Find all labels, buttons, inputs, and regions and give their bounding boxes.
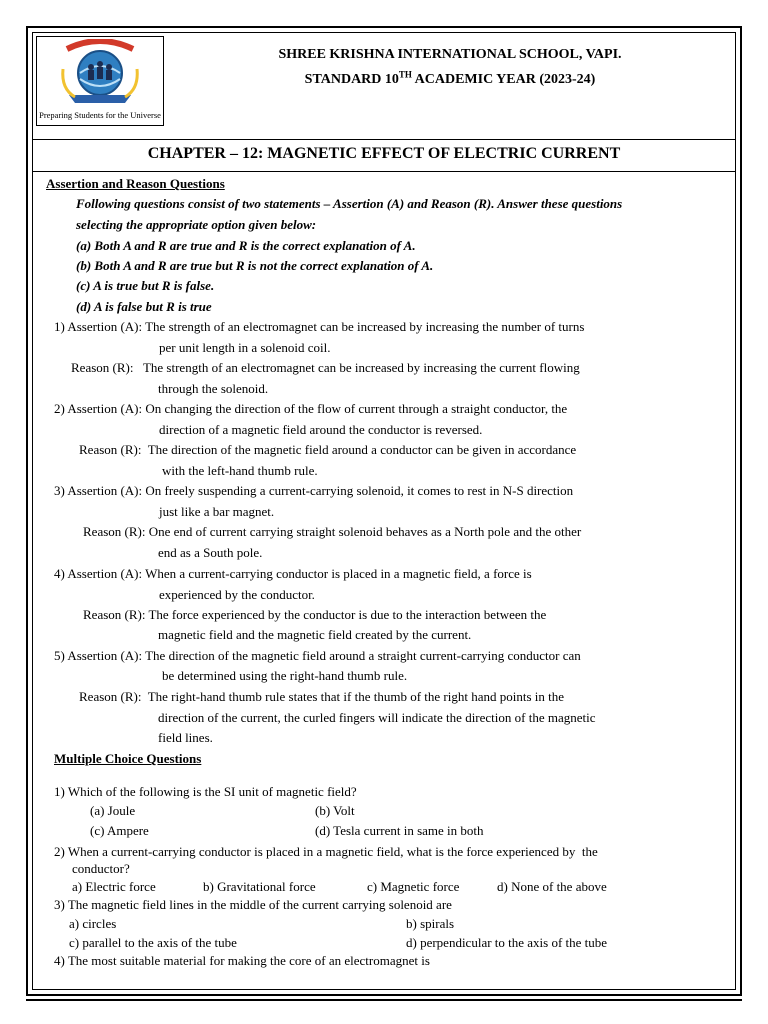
ar-q2-assertion: 2) Assertion (A): On changing the direction of the flow of current through a straight conductor, the xyxy=(54,401,568,416)
mcq-q2-opt-d: d) None of the above xyxy=(497,879,607,894)
ar-q1-reason: Reason (R): The strength of an electromagnet can be increased by increasing the current flowing xyxy=(71,360,580,375)
ar-q1-assertion: 1) Assertion (A): The strength of an electromagnet can be increased by increasing the number of turns xyxy=(54,319,585,334)
ar-q1-reason-cont: through the solenoid. xyxy=(158,381,269,396)
mcq-q2-opt-a: a) Electric force xyxy=(72,879,156,894)
mcq-q1-opt-a: (a) Joule xyxy=(90,803,136,818)
page-border-bottom xyxy=(26,999,742,1001)
ar-q5-reason: Reason (R): The right-hand thumb rule states that if the thumb of the right hand points in the xyxy=(79,689,565,704)
ar-q5-assertion: 5) Assertion (A): The direction of the magnetic field around a straight current-carrying conductor can xyxy=(54,648,581,663)
ar-q4-reason-cont: magnetic field and the magnetic field created by the current. xyxy=(158,627,472,642)
mcq-q4: 4) The most suitable material for making the core of an electromagnet is xyxy=(54,953,430,968)
ar-q5-assertion-cont: be determined using the right-hand thumb rule. xyxy=(162,668,408,683)
logo-caption: Preparing Students for the Universe xyxy=(39,110,161,120)
ar-q1-assertion-cont: per unit length in a solenoid coil. xyxy=(159,340,331,355)
option-a-line: (a) Both A and R are true and R is the correct explanation of A. xyxy=(76,238,416,253)
ar-q5-reason-cont: field lines. xyxy=(158,730,213,745)
option-b-line: (b) Both A and R are true but R is not the correct explanation of A. xyxy=(76,258,434,273)
ar-q3-assertion: 3) Assertion (A): On freely suspending a current-carrying solenoid, it comes to rest in N-S direction xyxy=(54,483,574,498)
mcq-q3-opt-d: d) perpendicular to the axis of the tube xyxy=(406,935,608,950)
school-logo xyxy=(36,36,164,126)
ar-q4-assertion: 4) Assertion (A): When a current-carrying conductor is placed in a magnetic field, a force is xyxy=(54,566,532,581)
mcq-q3-opt-b: b) spirals xyxy=(406,916,455,931)
ar-heading: Assertion and Reason Questions xyxy=(46,176,225,191)
mcq-q3-opt-c: c) parallel to the axis of the tube xyxy=(69,935,237,950)
ar-q4-assertion-cont: experienced by the conductor. xyxy=(159,587,315,602)
globe-logo-icon xyxy=(55,39,145,109)
mcq-q2: 2) When a current-carrying conductor is placed in a magnetic field, what is the force experienced by the xyxy=(54,844,598,859)
ar-q2-assertion-cont: direction of a magnetic field around the conductor is reversed. xyxy=(159,422,483,437)
mcq-q3-opt-a: a) circles xyxy=(69,916,117,931)
ar-q4-reason: Reason (R): The force experienced by the conductor is due to the interaction between the xyxy=(83,607,547,622)
mcq-q1-opt-d: (d) Tesla current in same in both xyxy=(315,823,484,838)
instruction-line: Following questions consist of two statements – Assertion (A) and Reason (R). Answer these questions xyxy=(76,196,623,211)
mcq-q1-opt-c: (c) Ampere xyxy=(90,823,149,838)
mcq-heading: Multiple Choice Questions xyxy=(54,751,202,766)
mcq-q1: 1) Which of the following is the SI unit of magnetic field? xyxy=(54,784,357,799)
option-c-line: (c) A is true but R is false. xyxy=(76,278,215,293)
ar-q3-reason-cont: end as a South pole. xyxy=(158,545,263,560)
ar-q3-reason: Reason (R): One end of current carrying straight solenoid behaves as a North pole and the other xyxy=(83,524,582,539)
ar-q2-reason: Reason (R): The direction of the magnetic field around a conductor can be given in accordance xyxy=(79,442,577,457)
chapter-title: CHAPTER – 12: MAGNETIC EFFECT OF ELECTRIC CURRENT xyxy=(147,145,621,162)
option-d-line: (d) A is false but R is true xyxy=(76,299,212,314)
mcq-q2-cont: conductor? xyxy=(72,861,130,876)
school-name: SHREE KRISHNA INTERNATIONAL SCHOOL, VAPI. xyxy=(278,47,622,62)
mcq-q2-opt-c: c) Magnetic force xyxy=(367,879,460,894)
mcq-q3: 3) The magnetic field lines in the middle of the current carrying solenoid are xyxy=(54,897,452,912)
mcq-q1-opt-b: (b) Volt xyxy=(315,803,355,818)
mcq-q2-opt-b: b) Gravitational force xyxy=(203,879,316,894)
ar-q5-reason-cont: direction of the current, the curled fingers will indicate the direction of the magnetic xyxy=(158,710,596,725)
instruction-line: selecting the appropriate option given below: xyxy=(76,217,317,232)
ar-q2-reason-cont: with the left-hand thumb rule. xyxy=(162,463,318,478)
ar-q3-assertion-cont: just like a bar magnet. xyxy=(159,504,275,519)
academic-year: STANDARD 10TH ACADEMIC YEAR (2023-24) xyxy=(304,69,596,87)
